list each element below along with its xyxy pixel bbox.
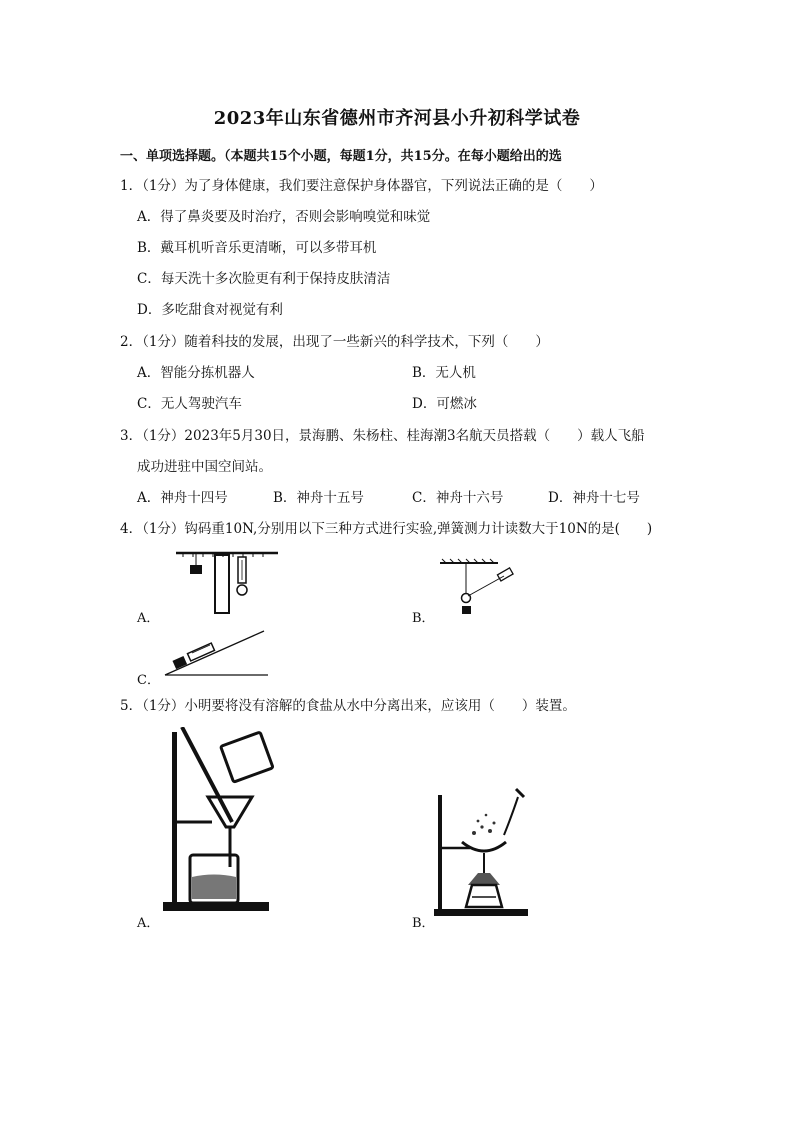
evaporation-apparatus-figure — [432, 785, 532, 920]
question-3-option-d[interactable]: D．神舟十七号 — [548, 490, 640, 506]
question-2-option-d[interactable]: D．可燃冰 — [412, 396, 477, 412]
question-2-option-a[interactable]: A．智能分拣机器人 — [137, 365, 255, 381]
question-3-option-c[interactable]: C．神舟十六号 — [412, 490, 504, 506]
question-2-option-c[interactable]: C．无人驾驶汽车 — [137, 396, 242, 412]
filtration-apparatus-figure — [160, 727, 275, 917]
question-3-option-a[interactable]: A．神舟十四号 — [137, 490, 228, 506]
question-4-option-c[interactable]: C． — [137, 673, 160, 688]
section-heading: 一、单项选择题。（本题共15个小题，每题1分，共15分。在每小题给出的选 — [120, 149, 562, 164]
question-1-option-c[interactable]: C．每天洗十多次脸更有利于保持皮肤清洁 — [137, 271, 391, 287]
question-4-option-b[interactable]: B． — [412, 611, 435, 626]
pulley-figure — [438, 558, 518, 618]
question-5-option-a[interactable]: A． — [137, 916, 160, 931]
question-3-stem-continued: 成功进驻中国空间站。 — [137, 459, 272, 475]
lever-balance-figure — [168, 545, 283, 617]
question-1-option-a[interactable]: A．得了鼻炎要及时治疗，否则会影响嗅觉和味觉 — [137, 209, 431, 225]
question-5-option-b[interactable]: B． — [412, 916, 435, 931]
question-1-option-b[interactable]: B．戴耳机听音乐更清晰，可以多带耳机 — [137, 240, 377, 256]
page-title: 2023年山东省德州市齐河县小升初科学试卷 — [213, 108, 581, 129]
question-2-stem: 2．（1分）随着科技的发展，出现了一些新兴的科学技术，下列（ ） — [120, 334, 549, 350]
question-3-option-b[interactable]: B．神舟十五号 — [273, 490, 364, 506]
question-1-option-d[interactable]: D．多吃甜食对视觉有利 — [137, 302, 283, 318]
question-4-option-a[interactable]: A． — [137, 611, 160, 626]
question-5-stem: 5．（1分）小明要将没有溶解的食盐从水中分离出来，应该用（ ）装置。 — [120, 698, 576, 714]
inclined-plane-figure — [160, 628, 270, 678]
question-1-stem: 1．（1分）为了身体健康，我们要注意保护身体器官，下列说法正确的是（ ） — [120, 178, 603, 194]
question-3-stem: 3．（1分）2023年5月30日，景海鹏、朱杨柱、桂海潮3名航天员搭载（ ）载人飞船 — [120, 428, 645, 444]
question-2-option-b[interactable]: B．无人机 — [412, 365, 476, 381]
question-4-stem: 4．（1分）钩码重10N,分别用以下三种方式进行实验,弹簧测力计读数大于10N的是( ) — [120, 521, 653, 537]
